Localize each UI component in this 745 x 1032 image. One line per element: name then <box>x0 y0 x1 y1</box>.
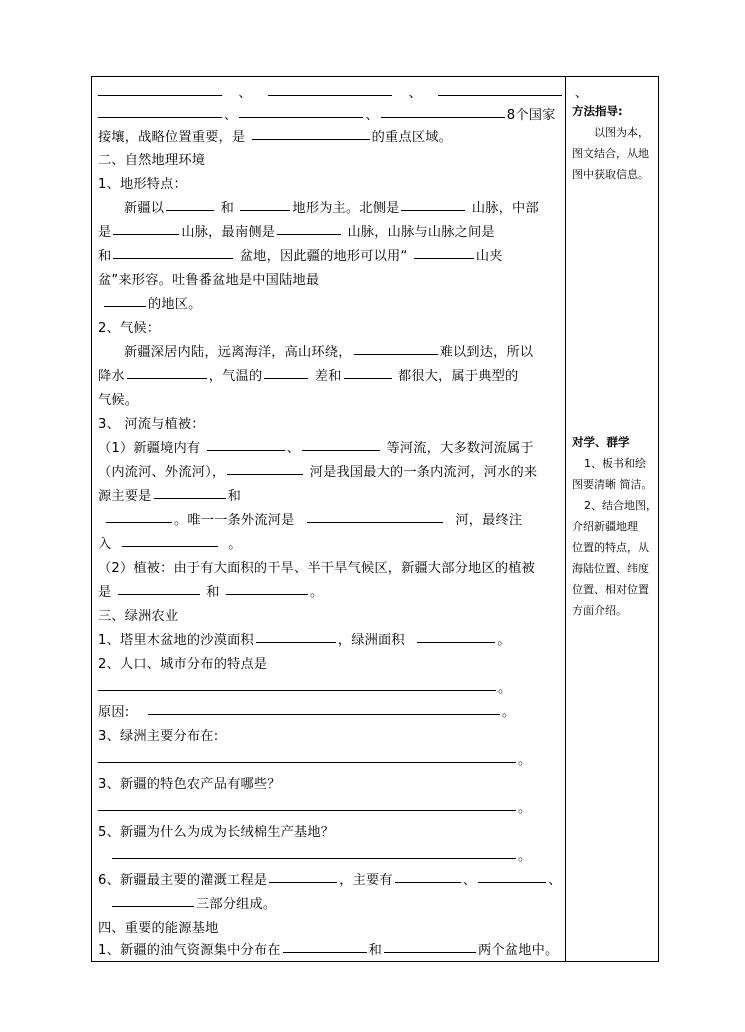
text-line: 接壤，战略位置重要，是 的重点区域。 <box>98 130 452 145</box>
blank[interactable] <box>106 521 172 523</box>
note-line: 图文结合，从地 <box>572 147 649 160</box>
text-line: 。唯一一条外流河是 河，最终注 <box>98 510 522 532</box>
blank[interactable] <box>401 209 465 211</box>
note-line: 位置的特点，从 <box>572 541 649 554</box>
blank[interactable] <box>395 881 461 883</box>
worksheet-table <box>91 76 659 962</box>
answer-line: 。 <box>98 846 531 868</box>
text-line: 5、新疆为什么为成为长绒棉生产基地？ <box>98 825 335 840</box>
note-line: 图中获取信息。 <box>572 168 649 181</box>
text-line: 入 。 <box>98 537 242 552</box>
column-divider <box>565 77 566 961</box>
note-line: 介绍新疆地理 <box>572 520 638 533</box>
blank[interactable] <box>354 353 438 355</box>
blank[interactable] <box>98 94 222 96</box>
blank[interactable] <box>98 116 222 118</box>
blank[interactable] <box>239 116 363 118</box>
blank[interactable] <box>264 377 308 379</box>
blank[interactable] <box>381 116 505 118</box>
blank[interactable] <box>154 497 226 499</box>
blank[interactable] <box>127 377 207 379</box>
blank[interactable] <box>268 94 392 96</box>
text-line: 、 、 、 <box>98 83 594 105</box>
text-line: 1、新疆的油气资源集中分布在 和 两个盆地中。 <box>98 943 559 958</box>
section-heading: 三、绿洲农业 <box>98 609 179 624</box>
text-line: 是 和 。 <box>98 585 324 600</box>
text-line: 新疆以 和 地形为主。北侧是 山脉，中部 <box>124 201 539 216</box>
blank[interactable] <box>277 233 341 235</box>
subheading: 2、气候： <box>98 321 161 336</box>
side-notes <box>572 77 656 961</box>
text-line: 、 、 8个国家 <box>98 105 556 127</box>
method-title: 方法指导: <box>572 104 623 118</box>
subheading: 1、地形特点： <box>98 177 187 192</box>
subheading: 3、 河流与植被： <box>98 417 205 432</box>
blank[interactable] <box>414 257 474 259</box>
text-line: 的地区。 <box>98 294 202 316</box>
main-column <box>98 77 589 961</box>
blank[interactable] <box>252 138 370 140</box>
blank[interactable] <box>207 449 285 451</box>
blank[interactable] <box>227 473 303 475</box>
note-line: 方面介绍。 <box>572 604 627 617</box>
blank[interactable] <box>478 881 546 883</box>
blank[interactable] <box>98 809 516 811</box>
text-line: 三部分组成。 <box>98 894 276 916</box>
blank[interactable] <box>283 951 367 953</box>
blank[interactable] <box>344 377 392 379</box>
note-line: 2、结合地图， <box>584 499 657 512</box>
text-line: 降水 ，气温的 差和 都很大，属于典型的 <box>98 369 519 384</box>
blank[interactable] <box>438 94 562 96</box>
text-line: 源主要是 和 <box>98 489 241 504</box>
answer-line: 。 <box>98 798 531 820</box>
note-line: 图要清晰 简洁。 <box>572 478 653 491</box>
section-heading: 四、重要的能源基地 <box>98 921 219 936</box>
note-line: 1、板书和绘 <box>584 457 646 470</box>
blank[interactable] <box>118 593 200 595</box>
blank[interactable] <box>307 521 443 523</box>
blank[interactable] <box>384 951 476 953</box>
blank[interactable] <box>113 233 179 235</box>
text-line: 新疆深居内陆，远离海洋，高山环绕， 难以到达，所以 <box>124 345 534 360</box>
blank[interactable] <box>104 305 146 307</box>
text-line: 3、绿洲主要分布在: <box>98 729 219 744</box>
blank[interactable] <box>226 593 308 595</box>
text-line: 1、塔里木盆地的沙漠面积 ，绿洲面积 。 <box>98 633 511 648</box>
blank[interactable] <box>269 881 337 883</box>
section-heading: 二、自然地理环境 <box>98 153 206 168</box>
text-line: 是 山脉，最南侧是 山脉，山脉与山脉之间是 <box>98 225 495 240</box>
blank[interactable] <box>302 449 380 451</box>
blank[interactable] <box>256 641 336 643</box>
blank[interactable] <box>98 689 496 691</box>
text-line: （2）植被：由于有大面积的干旱、半干旱气候区，新疆大部分地区的植被 <box>98 561 535 576</box>
text-line: 和 盆地，因此疆的地形可以用“ 山夹 <box>98 249 503 264</box>
blank[interactable] <box>112 905 194 907</box>
blank[interactable] <box>148 713 500 715</box>
text-line: 2、人口、城市分布的特点是 <box>98 657 268 672</box>
text-line: 6、新疆最主要的灌溉工程是 ，主要有 、 、 <box>98 873 562 888</box>
text-line: 原因: 。 <box>98 705 516 720</box>
answer-line: 。 <box>98 678 511 700</box>
answer-line: 。 <box>98 750 531 772</box>
text-line: 盆”来形容。吐鲁番盆地是中国陆地最 <box>98 273 320 288</box>
blank[interactable] <box>240 209 290 211</box>
blank[interactable] <box>417 641 495 643</box>
text-line: 气候。 <box>98 393 139 408</box>
text-line: 3、新疆的特色农产品有哪些？ <box>98 777 281 792</box>
text-line: （内流河、外流河）， 河是我国最大的一条内流河，河水的来 <box>98 465 538 480</box>
blank[interactable] <box>113 257 233 259</box>
blank[interactable] <box>166 209 214 211</box>
teach-title: 对学、群学 <box>572 435 630 449</box>
note-line: 海陆位置、纬度 <box>572 562 649 575</box>
blank[interactable] <box>112 857 516 859</box>
note-line: 以图为本， <box>594 126 649 139</box>
blank[interactable] <box>122 545 218 547</box>
note-line: 位置、相对位置 <box>572 583 649 596</box>
blank[interactable] <box>98 761 516 763</box>
text-line: （1）新疆境内有 、 等河流，大多数河流属于 <box>98 441 534 456</box>
